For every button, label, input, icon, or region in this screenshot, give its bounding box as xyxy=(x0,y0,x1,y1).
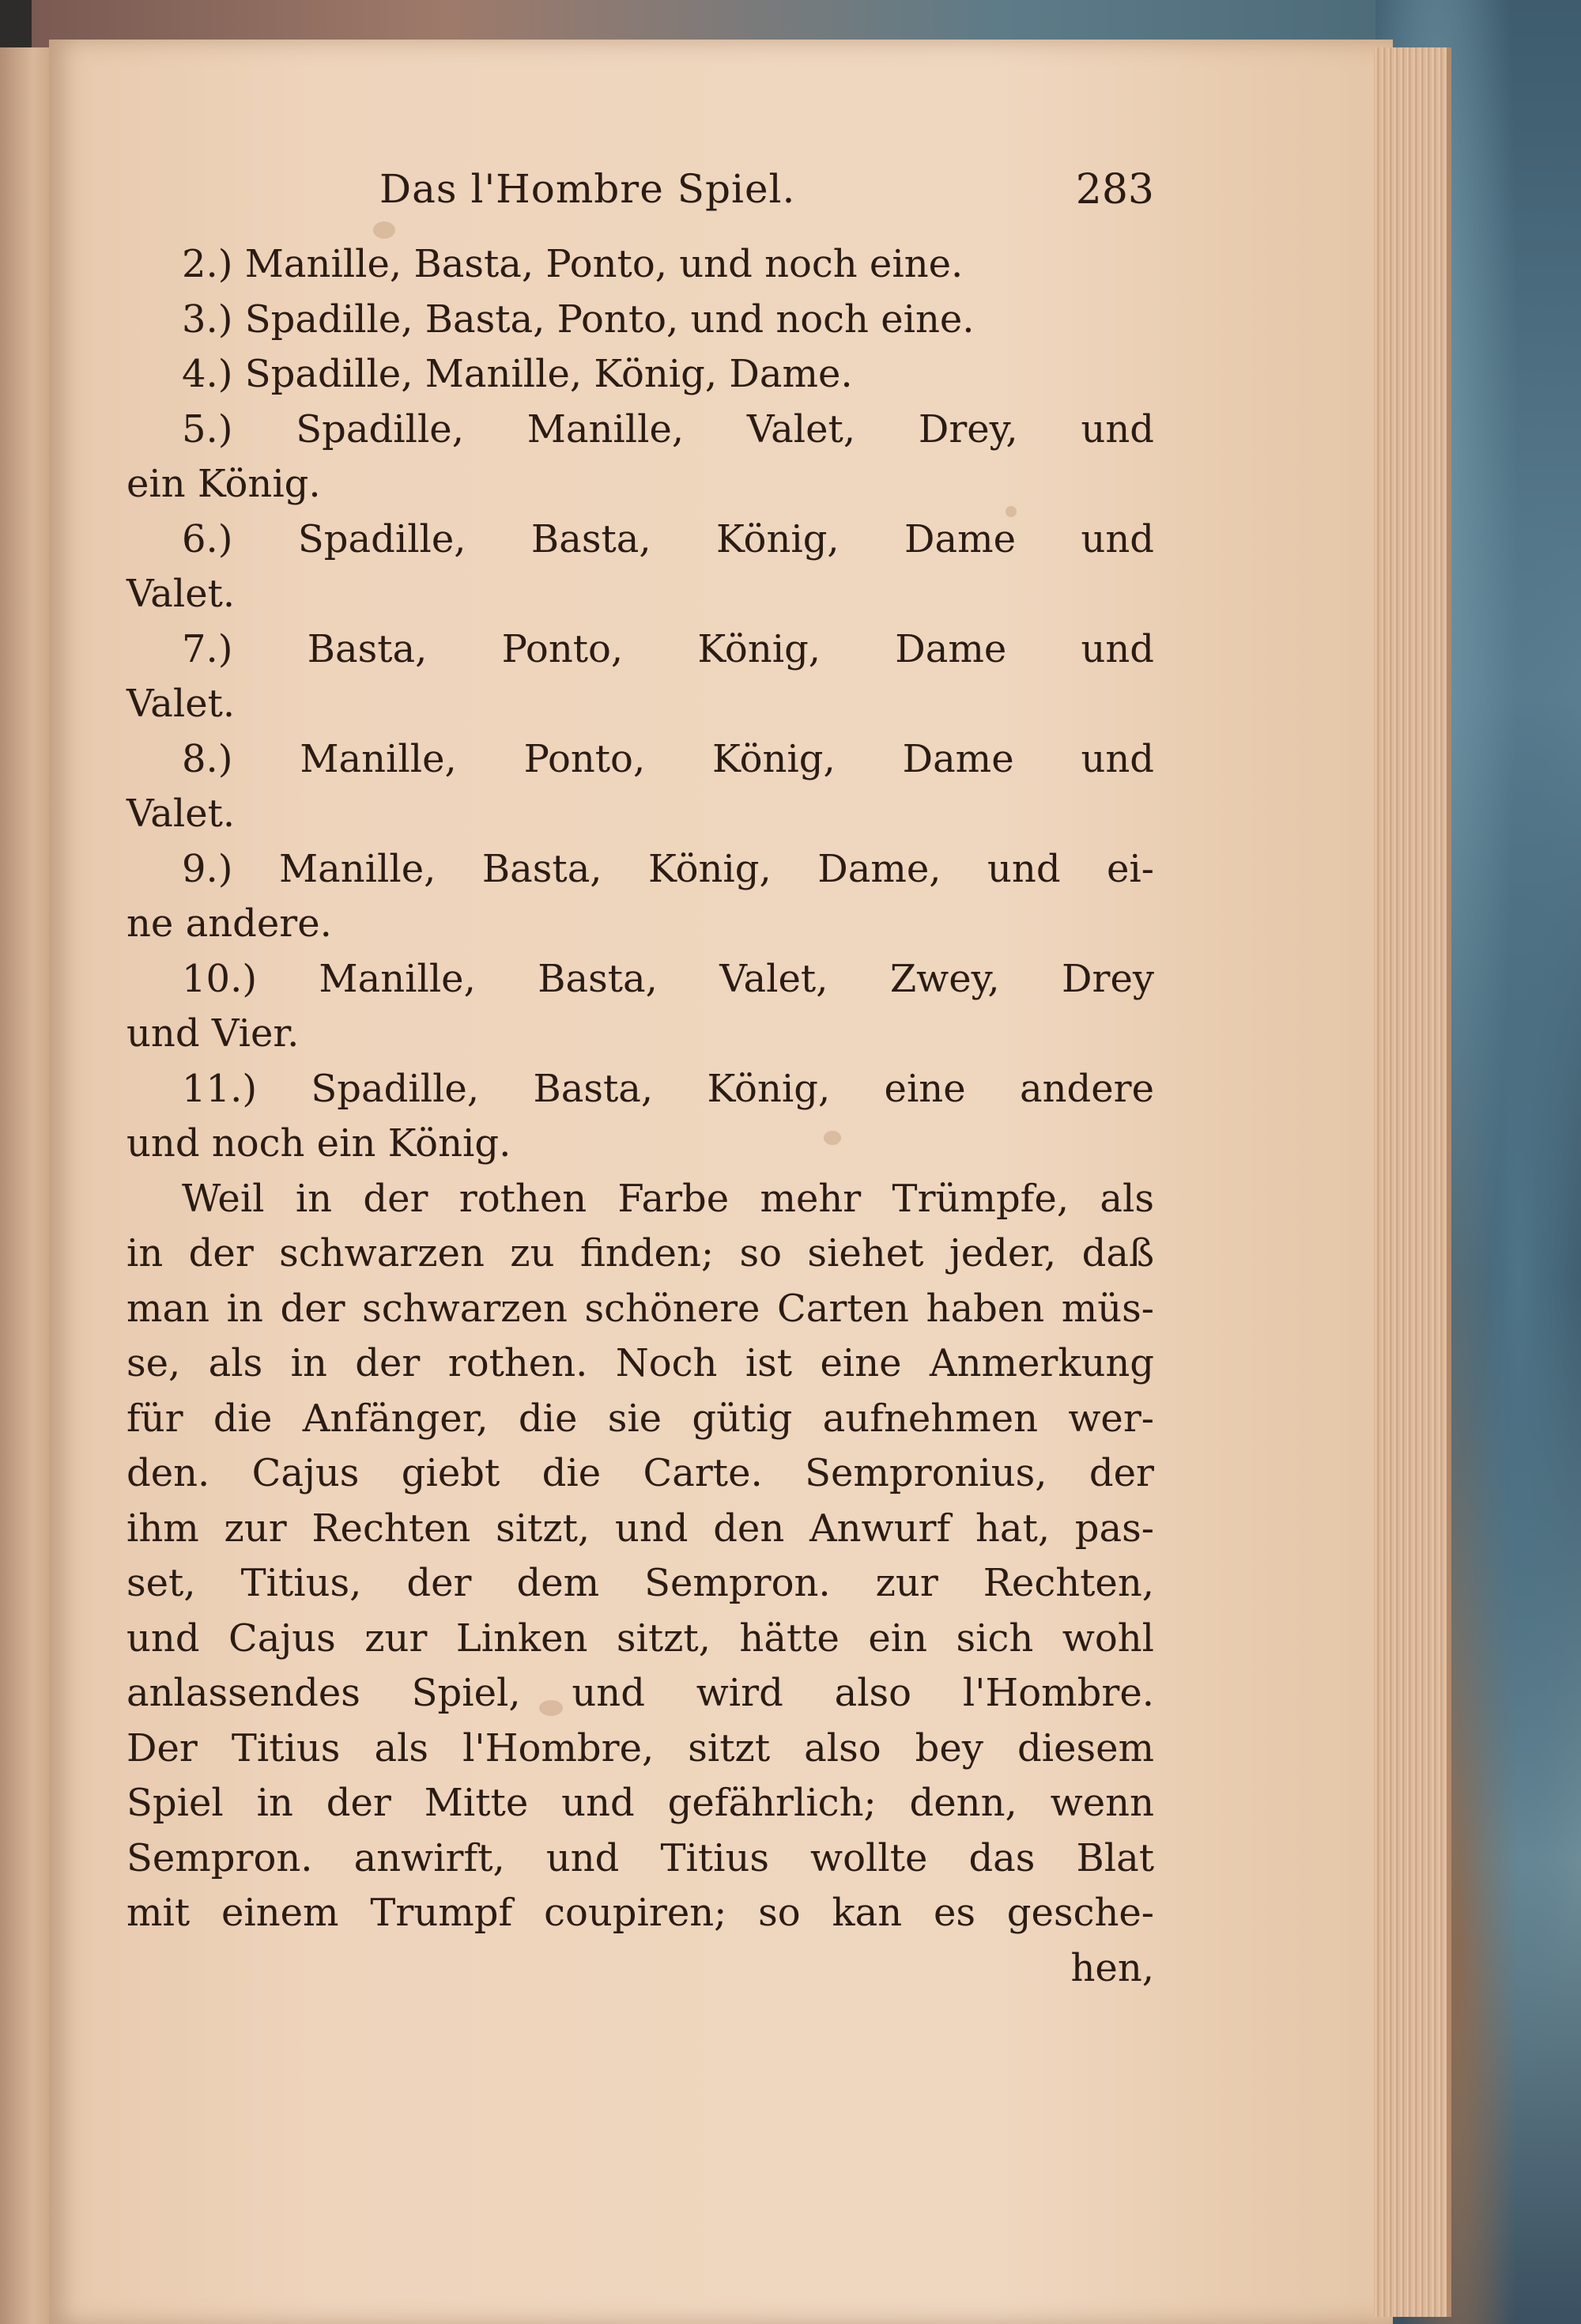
text-line: 10.) Manille, Basta, Valet, Zwey, Drey xyxy=(182,956,1154,1001)
text-line: 4.) Spadille, Manille, König, Dame. xyxy=(182,352,853,396)
text-line: ihm zur Rechten sitzt, und den Anwurf hat, pas- xyxy=(126,1506,1154,1551)
running-header xyxy=(126,166,1154,237)
facing-page-edge xyxy=(0,47,55,2324)
page-block-edges xyxy=(1374,47,1451,2317)
text-line: 3.) Spadille, Basta, Ponto, und noch eine. xyxy=(182,297,975,342)
running-head: Das l'Hombre Spiel. xyxy=(379,166,796,212)
text-line: 9.) Manille, Basta, König, Dame, und ei- xyxy=(182,846,1154,891)
text-body xyxy=(126,237,1154,1996)
text-line: ne andere. xyxy=(126,901,332,946)
text-line: Valet. xyxy=(126,682,236,726)
text-line: und Cajus zur Linken sitzt, hätte ein sich wohl xyxy=(126,1615,1154,1661)
text-line: für die Anfänger, die sie gütig aufnehmen wer- xyxy=(126,1396,1154,1441)
text-line: Valet. xyxy=(126,792,236,836)
text-line: in der schwarzen zu finden; so siehet jeder, daß xyxy=(126,1231,1154,1275)
text-line: 5.) Spadille, Manille, Valet, Drey, und xyxy=(182,406,1154,452)
page-number: 283 xyxy=(1075,166,1154,214)
text-line: und noch ein König. xyxy=(126,1121,511,1166)
text-line: 7.) Basta, Ponto, König, Dame und xyxy=(182,626,1154,671)
text-line: 8.) Manille, Ponto, König, Dame und xyxy=(182,736,1154,781)
text-line: 11.) Spadille, Basta, König, eine andere xyxy=(182,1066,1154,1111)
text-line: ein König. xyxy=(126,462,321,506)
text-line: Valet. xyxy=(126,572,236,616)
text-line: 2.) Manille, Basta, Ponto, und noch eine. xyxy=(182,242,964,286)
text-line: set, Titius, der dem Sempron. zur Rechten, xyxy=(126,1561,1154,1605)
text-line: man in der schwarzen schönere Carten haben müs- xyxy=(126,1286,1154,1331)
text-line: den. Cajus giebt die Carte. Sempronius, der xyxy=(126,1451,1154,1495)
text-line: Der Titius als l'Hombre, sitzt also bey diesem xyxy=(126,1725,1154,1770)
text-line: anlassendes Spiel, und wird also l'Hombre. xyxy=(126,1671,1154,1715)
text-line: mit einem Trumpf coupiren; so kan es gesche- xyxy=(126,1891,1154,1935)
text-line: 6.) Spadille, Basta, König, Dame und xyxy=(182,516,1154,561)
text-line: Sempron. anwirft, und Titius wollte das Blat xyxy=(126,1835,1154,1880)
page-text xyxy=(126,166,1154,1996)
text-line: se, als in der rothen. Noch ist eine Anmerkung xyxy=(126,1341,1154,1385)
text-line: und Vier. xyxy=(126,1011,300,1056)
text-line: Weil in der rothen Farbe mehr Trümpfe, als xyxy=(182,1176,1154,1221)
text-line: Spiel in der Mitte und gefährlich; denn, wenn xyxy=(126,1781,1154,1825)
text-line: hen, xyxy=(1070,1945,1154,1990)
